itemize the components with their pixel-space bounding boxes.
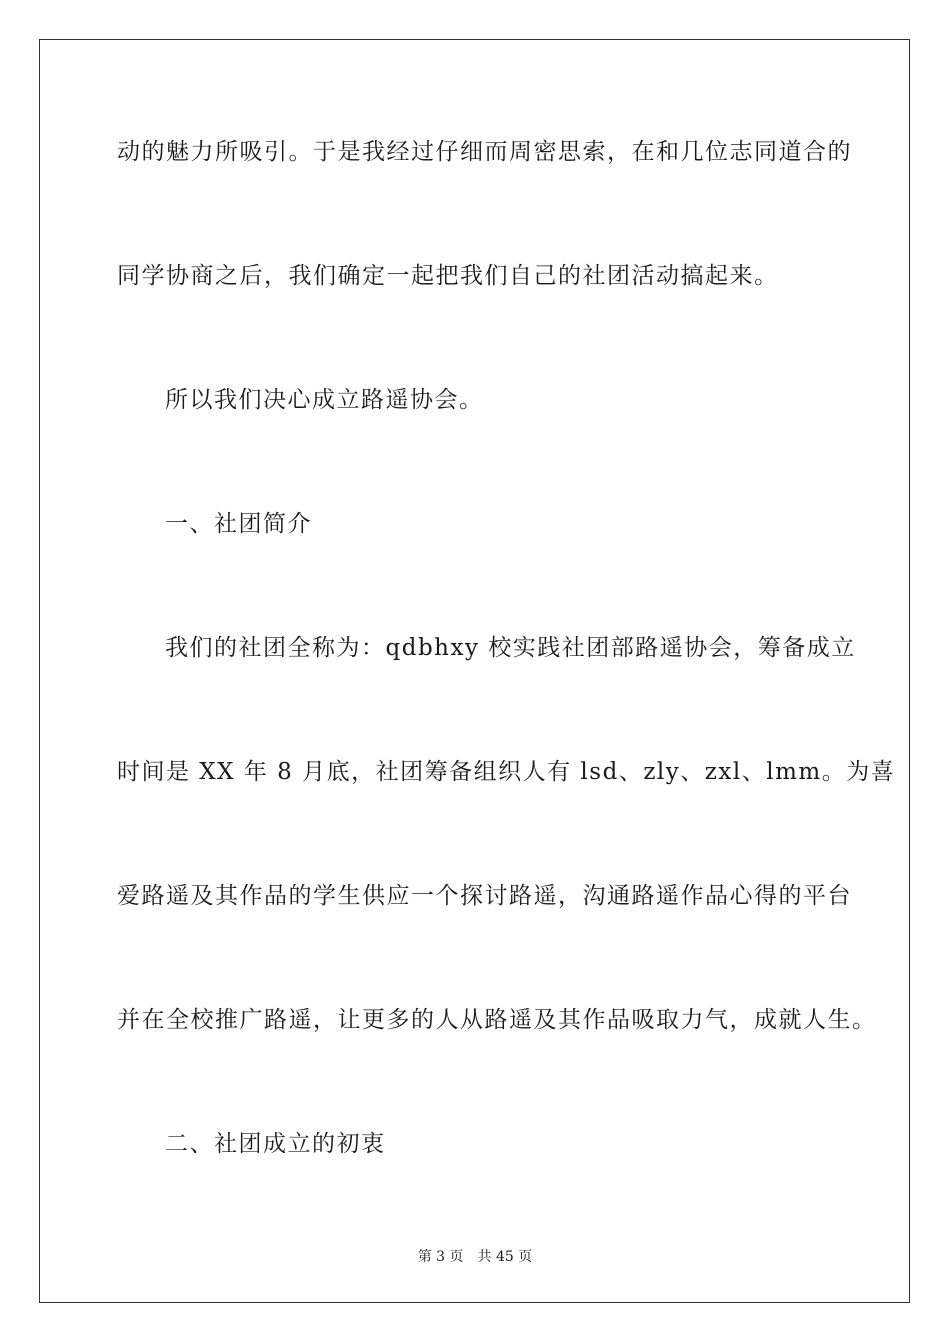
page-total: 共 45 页 bbox=[477, 1249, 533, 1265]
section-heading: 一、社团简介 bbox=[165, 511, 312, 537]
page-number: 第 3 页 bbox=[417, 1249, 464, 1265]
body-text-line: 动的魅力所吸引。于是我经过仔细而周密思索，在和几位志同道合的 bbox=[117, 139, 852, 165]
body-text-line: 爱路遥及其作品的学生供应一个探讨路遥，沟通路遥作品心得的平台 bbox=[117, 883, 852, 909]
body-text-line: 我们的社团全称为：qdbhxy 校实践社团部路遥协会，筹备成立 bbox=[165, 635, 856, 661]
body-text-line: 并在全校推广路遥，让更多的人从路遥及其作品吸取力气，成就人生。 bbox=[117, 1007, 877, 1033]
body-text-line: 所以我们决心成立路遥协会。 bbox=[165, 387, 484, 413]
section-heading: 二、社团成立的初衷 bbox=[165, 1131, 386, 1157]
page-frame bbox=[39, 39, 910, 1303]
page-footer bbox=[0, 1246, 950, 1266]
body-text-line: 同学协商之后，我们确定一起把我们自己的社团活动搞起来。 bbox=[117, 263, 779, 289]
body-text-line: 时间是 XX 年 8 月底，社团筹备组织人有 lsd、zly、zxl、lmm。为喜 bbox=[117, 759, 896, 785]
